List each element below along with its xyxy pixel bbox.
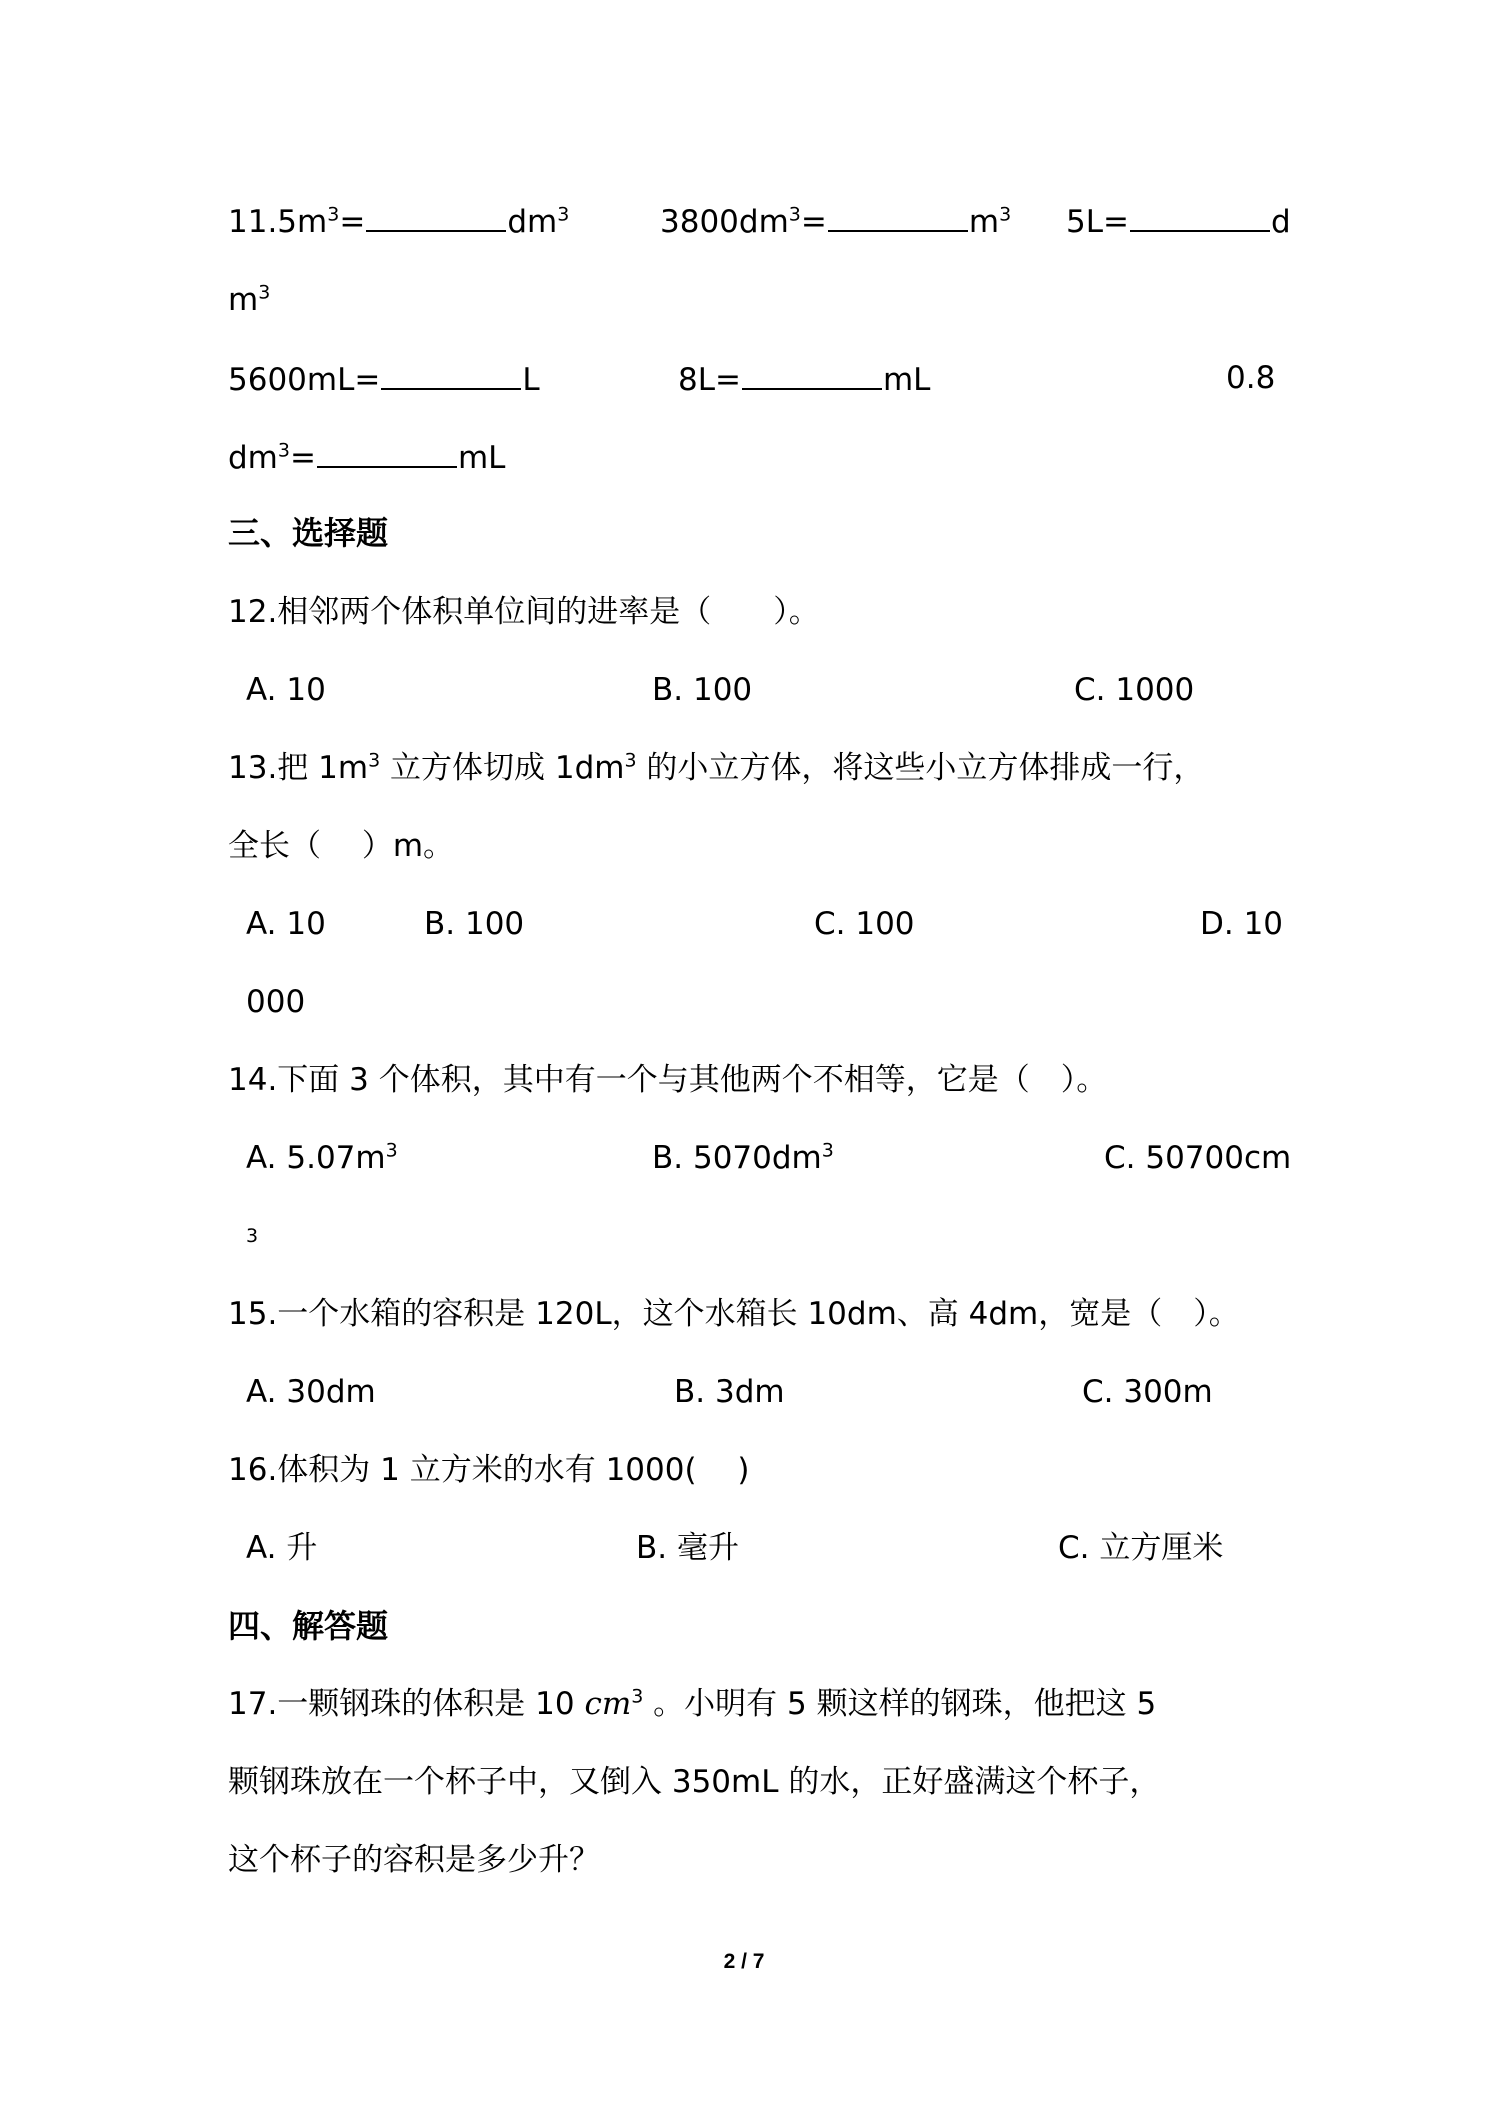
answer-blank[interactable] bbox=[1130, 200, 1270, 232]
question-12-stem: 12.相邻两个体积单位间的进率是（ ）。 bbox=[228, 594, 820, 630]
question-17-line2: 颗钢珠放在一个杯子中，又倒入 350mL 的水，正好盛满这个杯子， bbox=[228, 1764, 1161, 1800]
fill-item-2: $3800dm^3= m^3$ bbox=[660, 200, 1011, 242]
answer-blank[interactable] bbox=[742, 358, 882, 390]
q13-option-a[interactable]: A. 10 bbox=[246, 906, 326, 942]
fill-item-4: 5600mL= L bbox=[228, 358, 540, 400]
q14-option-c-cont: 3 bbox=[246, 1225, 259, 1247]
section-title-answer: 四、解答题 bbox=[228, 1607, 389, 1645]
question-17-line3: 这个杯子的容积是多少升？ bbox=[228, 1842, 600, 1878]
fill-item-3-cont: $m^3$ bbox=[228, 281, 271, 318]
answer-blank[interactable] bbox=[828, 200, 968, 232]
q13-option-d-cont: 000 bbox=[246, 984, 306, 1020]
q12-option-b[interactable]: B. 100 bbox=[652, 672, 753, 708]
fill-item-1: $11.5m^3= dm^3$ bbox=[228, 200, 569, 242]
answer-blank[interactable] bbox=[381, 358, 521, 390]
question-13-stem: 13.把 $1m^3$ 立方体切成 $1dm^3$ 的小立方体，将这些小立方体排成一行， bbox=[228, 749, 1205, 786]
q16-option-b[interactable]: B. 毫升 bbox=[636, 1530, 739, 1566]
question-15-stem: 15.一个水箱的容积是 120L，这个水箱长 10dm、高 4dm，宽是（ ）。 bbox=[228, 1296, 1240, 1332]
q14-option-c[interactable]: C. 50700cm bbox=[1104, 1140, 1292, 1176]
page-number: 2 / 7 bbox=[723, 1950, 765, 1973]
q14-option-b[interactable]: B. $5070dm^3$ bbox=[652, 1139, 834, 1176]
section-title-choice: 三、选择题 bbox=[228, 514, 389, 552]
fill-item-6: 0.8 bbox=[1226, 360, 1276, 396]
fill-item-3: 5L= d bbox=[1066, 200, 1291, 242]
q16-option-a[interactable]: A. 升 bbox=[246, 1530, 318, 1566]
fill-item-6-cont: $dm^3=$ mL bbox=[228, 436, 505, 478]
question-13-stem-cont: 全长（ ）m。 bbox=[228, 828, 455, 864]
q15-option-c[interactable]: C. 300m bbox=[1082, 1374, 1213, 1410]
q16-option-c[interactable]: C. 立方厘米 bbox=[1058, 1530, 1224, 1566]
q14-option-a[interactable]: A. $5.07m^3$ bbox=[246, 1139, 398, 1176]
question-14-stem: 14.下面 3 个体积，其中有一个与其他两个不相等，它是（ ）。 bbox=[228, 1062, 1108, 1098]
q15-option-a[interactable]: A. 30dm bbox=[246, 1374, 376, 1410]
q13-option-d[interactable]: D. 10 bbox=[1200, 906, 1284, 942]
q13-option-b[interactable]: B. 100 bbox=[424, 906, 525, 942]
q12-option-a[interactable]: A. 10 bbox=[246, 672, 326, 708]
q12-option-c[interactable]: C. 1000 bbox=[1074, 672, 1195, 708]
question-17-stem: 17.一颗钢珠的体积是 10 $cm^3$ 。小明有 5 颗这样的钢珠，他把这 5 bbox=[228, 1685, 1157, 1722]
q15-option-b[interactable]: B. 3dm bbox=[674, 1374, 785, 1410]
fill-item-5: 8L= mL bbox=[678, 358, 930, 400]
answer-blank[interactable] bbox=[366, 200, 506, 232]
q13-option-c[interactable]: C. 100 bbox=[814, 906, 915, 942]
answer-blank[interactable] bbox=[317, 436, 457, 468]
question-16-stem: 16.体积为 1 立方米的水有 1000( ) bbox=[228, 1452, 750, 1488]
